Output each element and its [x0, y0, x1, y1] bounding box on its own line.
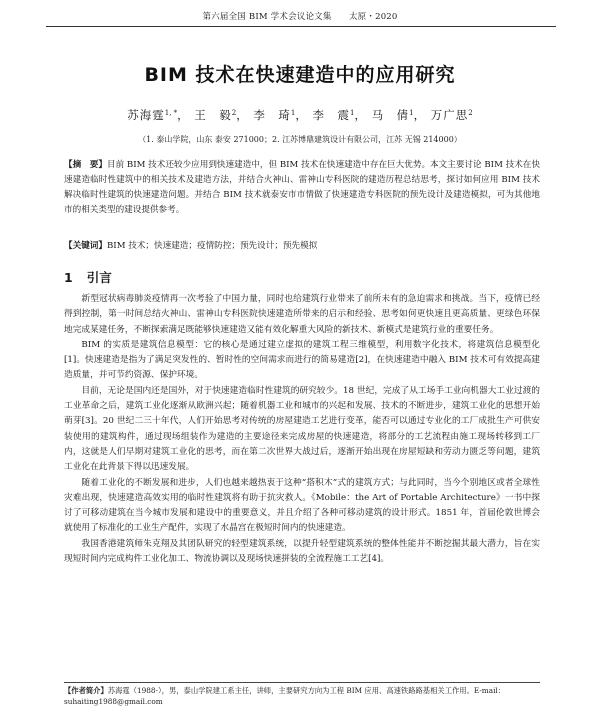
author-affiliation-mark: 1, *	[164, 109, 178, 117]
author-name: 马 倩	[371, 108, 410, 122]
author-affiliation-mark: 1	[409, 109, 414, 117]
footnote-text: 苏海霆（1988-），男，泰山学院建工系主任，讲师，主要研究方向为工程 BIM 应用、高速铁路路基相关工作用。E-mail：suhaiting1988@gmail.com	[64, 686, 506, 706]
author-affiliation-mark: 1	[290, 109, 296, 117]
affiliation: （1. 泰山学院，山东 泰安 271000；2. 江苏博鼎建筑设计有限公司，江苏 无锡 214000）	[138, 135, 462, 144]
running-header: 第六届全国 BIM 学术会议论文集 太原・2020	[202, 12, 398, 22]
author-name: 李 琦	[253, 108, 291, 122]
paragraph: 目前，无论是国内还是国外，对于快速建造临时性建筑的研究较少。18 世纪，完成了从工场手工业向机器大工业过渡的工业革命之后，建筑工业化逐渐从欧洲兴起；随着机器工业和城市的兴起和发展、技术的不断进步，建筑工业化的思想开始萌芽[3]。20 世纪二三十年代，人们开始思考对传统的房屋建造工艺进行变革，能否可以通过专业化的工厂成批生产可供安装使用的建筑构件，通过现场组装作为建造的主要途径来完成房屋的快速建造，将部分的工艺流程由施工现场转移到工厂内，这就是人们早期对建筑工业化的思考，而在第二次世界大战过后，逐渐开始出现在房屋短缺和劳动力匮乏等问题，建筑工业化在此背景下得以迅速发展。	[64, 385, 540, 473]
author-name: 李 震	[312, 108, 351, 122]
abstract-label: 【摘 要】	[64, 160, 107, 170]
author-list: 苏海霆$^{1, *}$， 王 毅$^2$， 李 琦$^1$， 李 震$^1$， 马 倩$^1$， 万广思$^2$	[127, 108, 473, 122]
keywords-label: 【关键词】	[64, 241, 107, 251]
section-number: 1	[64, 270, 73, 285]
paragraph: 随着工业化的不断发展和进步，人们也越来越热衷于这种“搭积木”式的建筑方式；与此同时，当今个别地区或者全球性灾难出现，快速建造高效实用的临时性建筑将有助于抗灾救人。《Mobile：the Art of Portable Architecture》一书中探讨了可移动建筑在当今城市发展和建设中的重要意义，并且介绍了各种可移动建筑的设计形式。1851 年，首届伦敦世博会就使用了标准化的工业生产配件，实现了水晶宫在极短时间内的快速建造。	[64, 477, 540, 534]
section-heading	[64, 268, 112, 286]
keywords-text: BIM 技术；快速建造；疫情防控；预先设计；预先模拟	[106, 241, 318, 251]
author-affiliation-mark: 2	[231, 109, 237, 117]
author-name: 王 毅	[194, 108, 232, 122]
abstract	[64, 158, 540, 218]
footnote-label: 【作者简介】	[64, 686, 108, 695]
paragraph: BIM 的实质是建筑信息模型：它的核心是通过建立虚拟的建筑工程三维模型，利用数字化技术，将建筑信息模型化[1]。快速建造是指为了满足突发性的、暂时性的空间需求而进行的简易建造[2]，在快速建造中融入 BIM 技术可有效提高建造质量，并可节约资源、保护环境。	[64, 339, 540, 381]
section-title: 引言	[86, 270, 112, 285]
paragraph: 我国香港建筑师朱克翔及其团队研究的轻型建筑系统，以提升轻型建筑系统的整体性能并不断挖掘其最大潜力，旨在实现短时间内完成构件工业化加工、物流协调以及现场快速拼装的全流程施工工艺[4]。	[64, 538, 540, 565]
header-rule	[46, 26, 556, 27]
abstract-text: 目前 BIM 技术还较少应用到快速建造中，但 BIM 技术在快速建造中存在巨大优势。本文主要讨论 BIM 技术在快速建造临时性建筑中的相关技术及建造方法，并结合火神山、雷神山专科医院的建造历程总结思考，探讨如何应用 BIM 技术解决临时性建筑的快速建造问题。并结合 BIM 技术就泰安市市情做了快速建造专科医院的预先设计及建造模拟，可为其他地市的相关类型的建设提供参考。	[64, 160, 540, 215]
keywords	[64, 239, 540, 253]
author-name: 万广思	[430, 108, 469, 122]
footnote-rule	[64, 682, 540, 683]
author-affiliation-mark: 2	[468, 109, 473, 117]
author-name: 苏海霆	[127, 108, 165, 122]
author-affiliation-mark: 1	[350, 109, 355, 117]
paper-title: BIM 技术在快速建造中的应用研究	[144, 64, 456, 86]
author-footnote	[64, 685, 540, 707]
body-text	[64, 292, 540, 567]
paragraph: 新型冠状病毒肺炎疫情再一次考验了中国力量，同时也给建筑行业带来了前所未有的急迫需求和挑战。当下，疫情已经得到控制，第一时间总结火神山、雷神山专科医院快速建造所带来的启示和经验、思考如何更快速且更高质量、更绿色环保地完成某建任务，不断探索满足既能够快速建造又能有效化解重大风险的新技术、新模式是建筑行业的重要任务。	[64, 294, 540, 335]
